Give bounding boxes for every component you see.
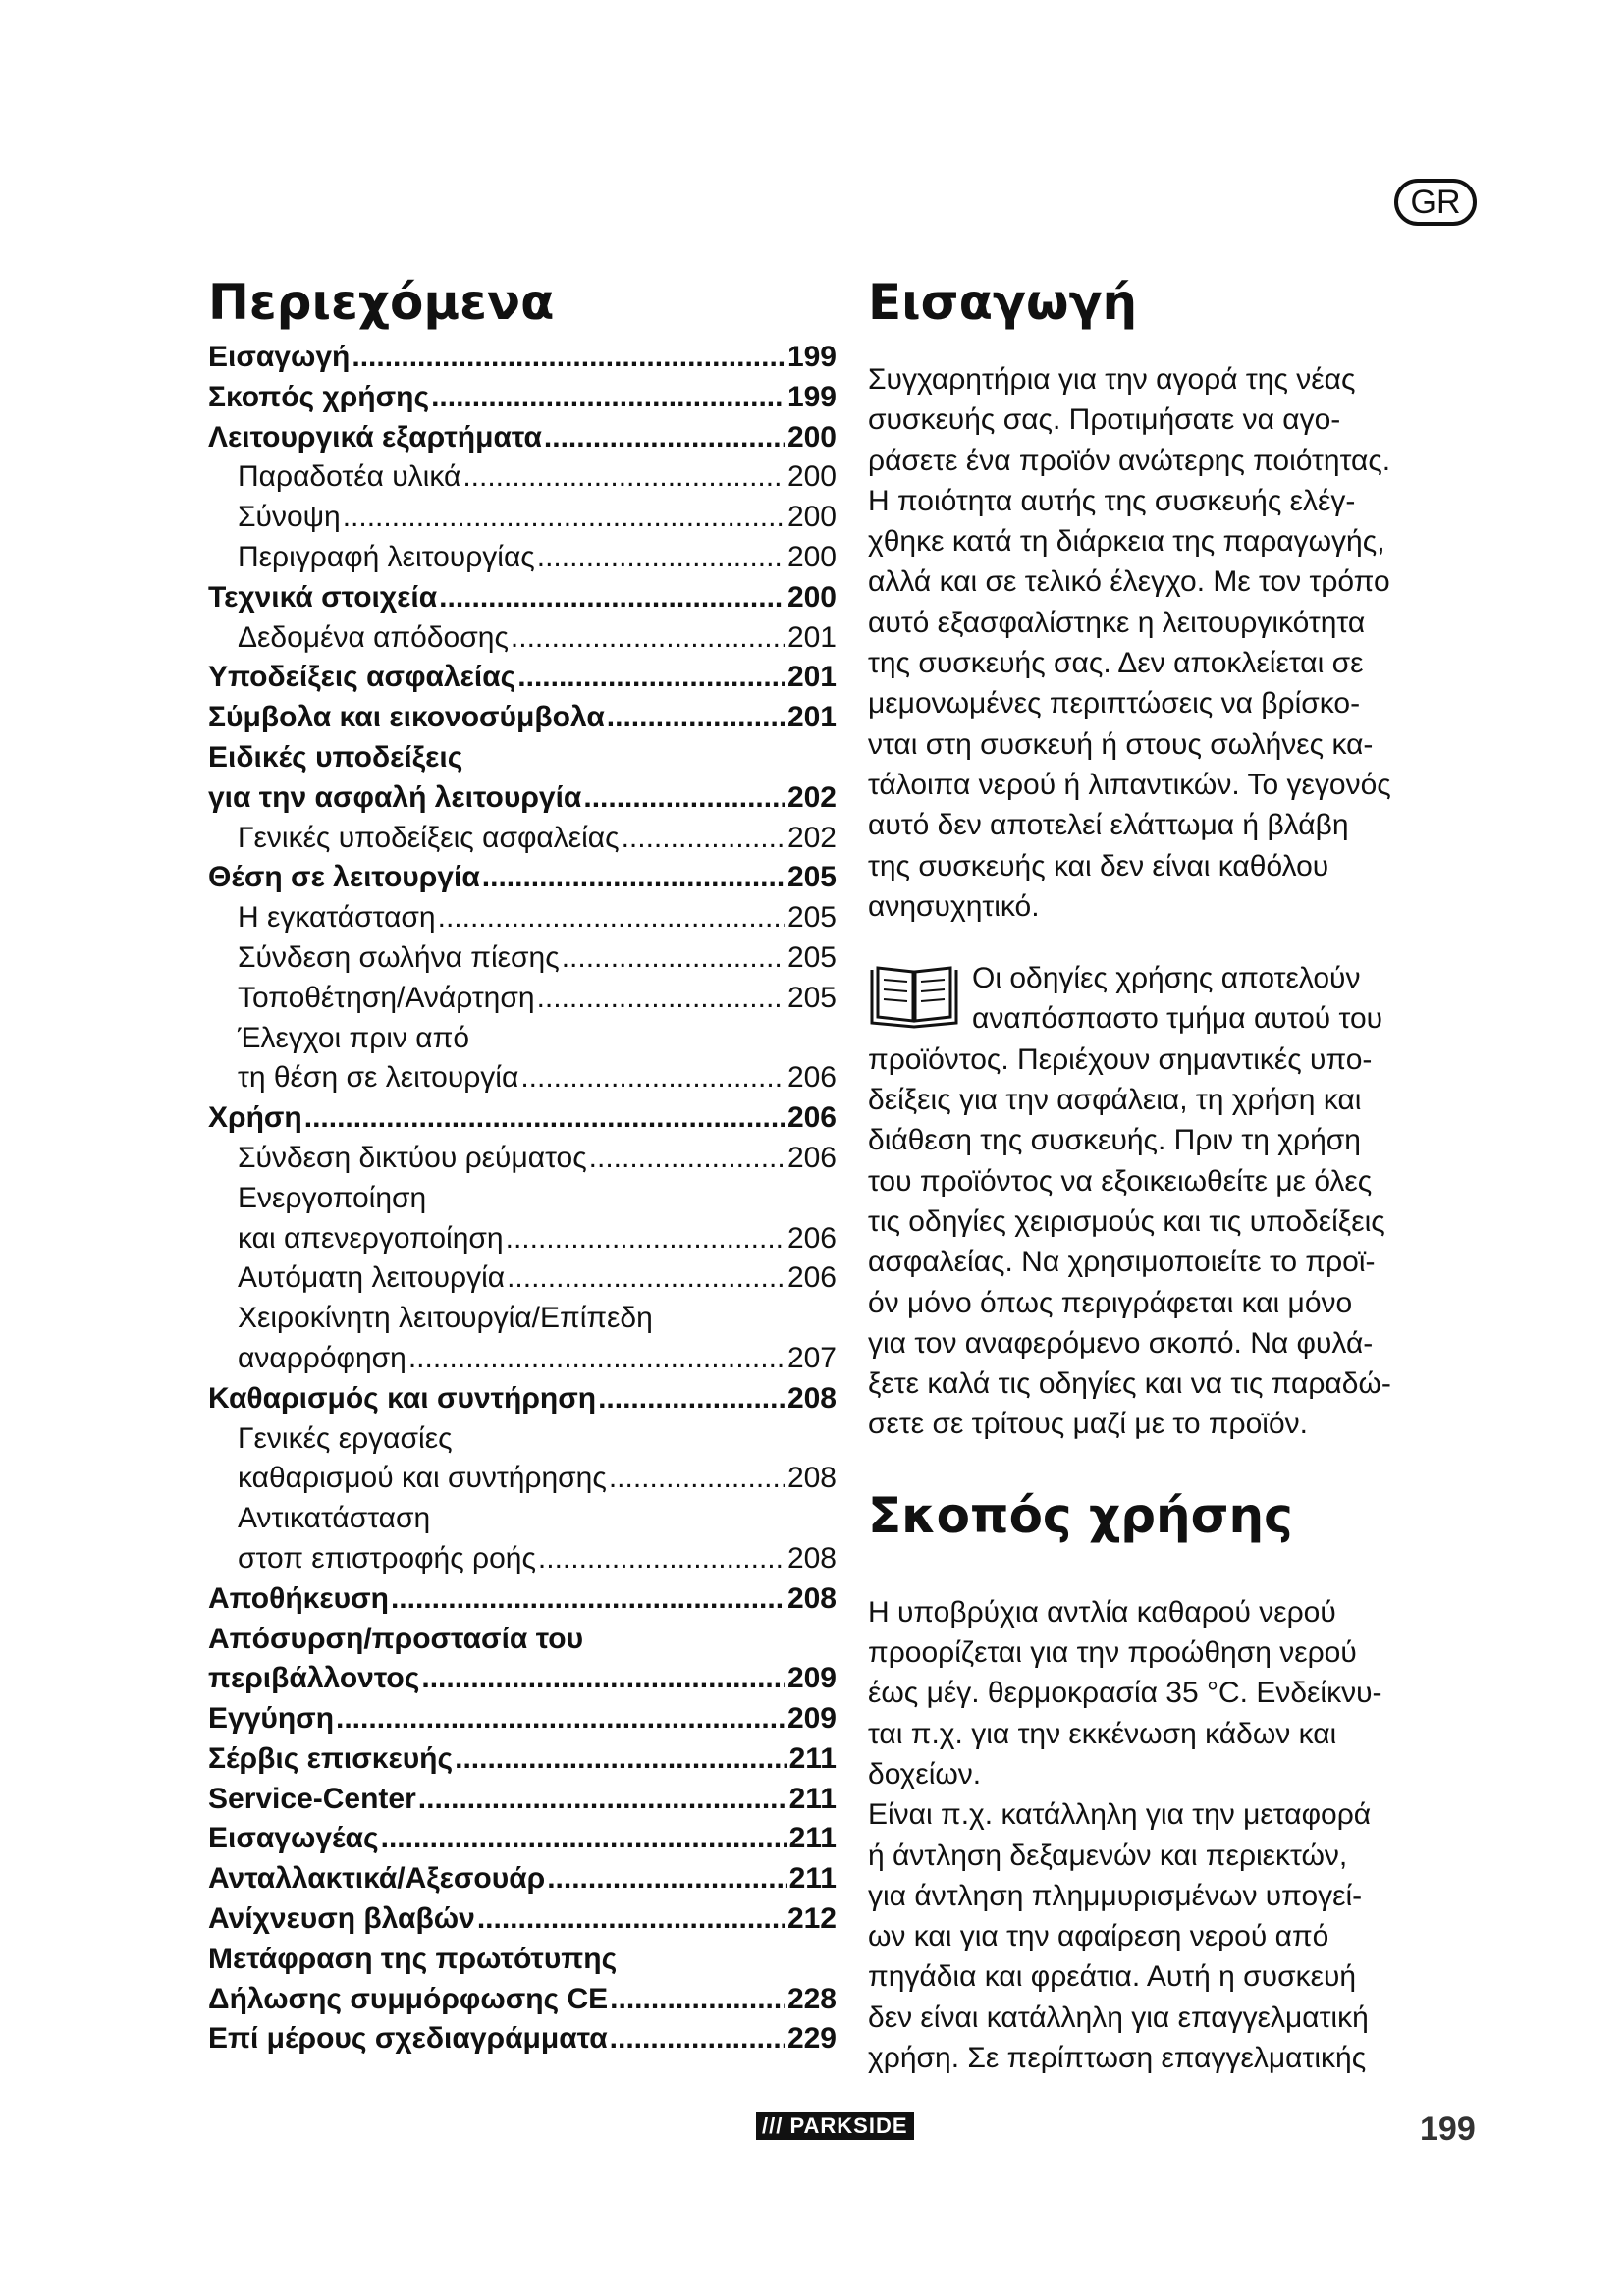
toc-entry	[208, 578, 837, 618]
toc-entry-label: Μετάφραση της πρωτότυπης	[208, 1942, 618, 1975]
toc-entry-page: 208	[786, 1462, 837, 1495]
toc-entry-label: Επί μέρους σχεδιαγράμματα	[208, 2022, 608, 2056]
toc-entry-label: Απόσυρση/προστασία του	[208, 1622, 584, 1655]
parkside-logo: /// PARKSIDE	[756, 2112, 914, 2140]
toc-entry	[208, 1980, 837, 2020]
toc-entry	[208, 1459, 837, 1499]
toc-leader-dots	[537, 538, 785, 578]
toc-entry-page: 206	[786, 1061, 837, 1095]
toc-entry	[208, 1699, 837, 1739]
text-line: ασφαλείας. Να χρησιμοποιείτε το προϊ-	[868, 1246, 1376, 1279]
toc-entry-label: Παραδοτέα υλικά	[238, 460, 461, 494]
toc-entry	[208, 1940, 837, 1980]
purpose-title: Σκοπός χρήσης	[868, 1486, 1293, 1544]
toc-entry-label: Χρήση	[208, 1101, 302, 1135]
text-line: διάθεση της συσκευής. Πριν τη χρήση	[868, 1124, 1361, 1157]
toc-leader-dots	[352, 338, 785, 378]
toc-entry-page: 200	[786, 501, 837, 534]
text-line: νται στη συσκευή ή στους σωλήνες κα-	[868, 727, 1374, 761]
toc-entry-page: 206	[786, 1261, 837, 1295]
toc-entry	[208, 819, 837, 859]
toc-entry-label: Δήλωσης συμμόρφωσης CE	[208, 1982, 609, 2015]
toc-leader-dots	[511, 618, 785, 659]
text-line: αναπόσπαστο τμήμα αυτού του	[972, 1002, 1383, 1036]
toc-entry	[208, 1179, 837, 1219]
text-line: όν μόνο όπως περιγράφεται και μόνο	[868, 1286, 1353, 1319]
toc-entry	[208, 1659, 837, 1699]
table-of-contents	[208, 273, 837, 2059]
text-line: για άντληση πλημμυρισμένων υπογεί-	[868, 1879, 1363, 1912]
toc-leader-dots	[391, 1579, 785, 1620]
toc-entry-page: 205	[786, 940, 837, 974]
toc-entry	[208, 1539, 837, 1579]
text-line: προορίζεται για την προώθηση νερού	[868, 1636, 1357, 1670]
toc-leader-dots	[455, 1739, 786, 1780]
toc-leader-dots	[482, 858, 785, 898]
toc-leader-dots	[610, 2019, 785, 2059]
toc-entry-label: Υποδείξεις ασφαλείας	[208, 661, 516, 694]
text-line: ων και για την αφαίρεση νερού από	[868, 1920, 1329, 1953]
toc-entry-label: τη θέση σε λειτουργία	[238, 1061, 519, 1095]
toc-leader-dots	[607, 698, 785, 738]
intro-paragraph	[868, 359, 1496, 927]
toc-entry-page: 200	[786, 580, 837, 614]
toc-entry	[208, 418, 837, 458]
text-line: Η υποβρύχια αντλία καθαρού νερού	[868, 1595, 1336, 1629]
toc-entry	[208, 378, 837, 418]
toc-entry-page: 229	[786, 2022, 837, 2056]
manual-note	[868, 958, 1496, 1445]
toc-leader-dots	[622, 819, 785, 859]
toc-list	[208, 338, 837, 2059]
toc-entry-label: Περιγραφή λειτουργίας	[238, 540, 535, 573]
toc-entry	[208, 938, 837, 979]
toc-entry-label: Τεχνικά στοιχεία	[208, 580, 438, 614]
toc-entry	[208, 618, 837, 659]
toc-entry-label: Αποθήκευση	[208, 1581, 389, 1615]
toc-entry-page: 199	[786, 341, 837, 373]
text-line: της συσκευής σας. Δεν αποκλείεται σε	[868, 647, 1364, 680]
toc-leader-dots	[583, 778, 785, 819]
text-line: τις οδηγίες χειρισμούς και τις υποδείξεις	[868, 1204, 1385, 1238]
toc-leader-dots	[477, 1899, 785, 1940]
toc-entry-page: 211	[788, 1782, 837, 1815]
toc-entry-label: Ανταλλακτικά/Αξεσουάρ	[208, 1862, 546, 1896]
toc-leader-dots	[562, 938, 785, 979]
toc-entry-page: 201	[786, 661, 837, 694]
toc-entry	[208, 1620, 837, 1660]
toc-leader-dots	[538, 1539, 785, 1579]
toc-entry-label: Service-Center	[208, 1782, 416, 1815]
toc-entry-label: Δεδομένα απόδοσης	[238, 620, 509, 654]
toc-entry-page: 209	[786, 1702, 837, 1735]
toc-leader-dots	[537, 979, 785, 1019]
text-line: δείξεις για την ασφάλεια, τη χρήση και	[868, 1084, 1362, 1117]
toc-entry-page: 208	[786, 1381, 837, 1415]
toc-entry-label: Ειδικές υποδείξεις	[208, 740, 463, 774]
toc-entry	[208, 1419, 837, 1460]
toc-leader-dots	[438, 898, 785, 938]
toc-leader-dots	[506, 1219, 785, 1259]
toc-leader-dots	[418, 1780, 787, 1820]
page-number: 199	[1420, 2110, 1476, 2148]
toc-entry-page: 205	[786, 901, 837, 934]
text-line: συσκευής σας. Προτιμήσατε να αγο-	[868, 403, 1341, 437]
toc-entry-label: Καθαρισμός και συντήρηση	[208, 1381, 597, 1415]
toc-entry-label: Αντικατάσταση	[238, 1502, 431, 1535]
toc-entry-page: 206	[786, 1101, 837, 1135]
note-text	[868, 958, 1496, 1445]
text-line: δοχείων.	[868, 1757, 982, 1790]
toc-entry-label: Σκοπός χρήσης	[208, 380, 430, 413]
text-line: για τον αναφερόμενο σκοπό. Να φυλά-	[868, 1326, 1374, 1360]
toc-entry	[208, 338, 837, 378]
toc-entry	[208, 698, 837, 738]
toc-leader-dots	[544, 418, 785, 458]
book-icon	[868, 962, 960, 1031]
toc-leader-dots	[589, 1139, 785, 1179]
toc-entry-label: στοπ επιστροφής ροής	[238, 1541, 536, 1575]
toc-leader-dots	[517, 658, 785, 698]
toc-entry-label: Σύμβολα και εικονοσύμβολα	[208, 701, 605, 734]
toc-entry	[208, 1579, 837, 1620]
toc-entry	[208, 457, 837, 498]
toc-leader-dots	[610, 1980, 785, 2020]
toc-entry	[208, 1058, 837, 1098]
toc-entry	[208, 1299, 837, 1339]
text-line: χρήση. Σε περίπτωση επαγγελματικής	[868, 2041, 1367, 2074]
toc-entry	[208, 1139, 837, 1179]
toc-entry-label: Σέρβις επισκευής	[208, 1741, 454, 1775]
toc-entry	[208, 2019, 837, 2059]
toc-entry	[208, 1780, 837, 1820]
toc-entry	[208, 1019, 837, 1059]
toc-entry	[208, 1499, 837, 1539]
toc-entry-page: 208	[786, 1541, 837, 1575]
text-line: ται π.χ. για την εκκένωση κάδων και	[868, 1717, 1337, 1750]
text-line: αλλά και σε τελικό έλεγχο. Με τον τρόπο	[868, 565, 1390, 599]
toc-entry-label: Έλεγχοι πριν από	[238, 1021, 470, 1054]
toc-entry-page: 201	[786, 701, 837, 734]
toc-entry-label: Τοποθέτηση/Ανάρτηση	[238, 981, 535, 1014]
toc-entry-label: Η εγκατάσταση	[238, 901, 436, 934]
toc-entry-label: Σύνοψη	[238, 501, 341, 534]
toc-entry	[208, 1859, 837, 1899]
toc-entry-label: Εισαγωγή	[208, 341, 351, 373]
toc-entry-label: περιβάλλοντος	[208, 1662, 420, 1695]
text-line: της συσκευής και δεν είναι καθόλου	[868, 849, 1329, 882]
text-line: ράσετε ένα προϊόν ανώτερης ποιότητας.	[868, 444, 1391, 477]
main-content	[868, 273, 1496, 2078]
toc-entry-label: Εγγύηση	[208, 1702, 335, 1735]
text-line: Η ποιότητα αυτής της συσκευής ελέγ-	[868, 484, 1356, 517]
toc-leader-dots	[381, 1819, 787, 1859]
toc-entry	[208, 1899, 837, 1940]
toc-leader-dots	[408, 1339, 785, 1379]
toc-leader-dots	[609, 1459, 785, 1499]
toc-entry-label: Εισαγωγέας	[208, 1822, 379, 1855]
text-line: ξετε καλά τις οδηγίες και να τις παραδώ-	[868, 1367, 1391, 1401]
toc-entry-label: Ενεργοποίηση	[238, 1181, 427, 1214]
toc-leader-dots	[462, 457, 785, 498]
toc-entry-label: Σύνδεση σωλήνα πίεσης	[238, 940, 560, 974]
toc-entry-label: Γενικές εργασίες	[238, 1421, 453, 1455]
toc-leader-dots	[507, 1258, 785, 1299]
toc-entry	[208, 1258, 837, 1299]
toc-entry-label: και απενεργοποίηση	[238, 1221, 504, 1255]
text-line: χθηκε κατά τη διάρκεια της παραγωγής,	[868, 525, 1385, 559]
toc-entry-label: Γενικές υποδείξεις ασφαλείας	[238, 821, 620, 854]
toc-entry-page: 211	[788, 1822, 837, 1855]
toc-entry-label: Χειροκίνητη λειτουργία/Επίπεδη	[238, 1302, 653, 1335]
toc-entry	[208, 858, 837, 898]
text-line: Είναι π.χ. κατάλληλη για την μεταφορά	[868, 1798, 1372, 1832]
purpose-paragraph	[868, 1592, 1496, 2079]
toc-leader-dots	[547, 1859, 786, 1899]
toc-entry-page: 199	[786, 380, 837, 413]
language-badge: GR	[1394, 179, 1477, 226]
toc-leader-dots	[431, 378, 785, 418]
text-line: μεμονωμένες περιπτώσεις να βρίσκο-	[868, 687, 1361, 721]
toc-entry-label: Λειτουργικά εξαρτήματα	[208, 420, 542, 454]
toc-entry-page: 200	[786, 460, 837, 494]
toc-entry-page: 211	[788, 1741, 837, 1775]
toc-entry-page: 205	[786, 981, 837, 1014]
toc-entry-label: Ανίχνευση βλαβών	[208, 1902, 475, 1936]
toc-entry	[208, 738, 837, 778]
toc-leader-dots	[439, 578, 785, 618]
text-line: προϊόντος. Περιέχουν σημαντικές υπο-	[868, 1042, 1373, 1076]
toc-entry-label: καθαρισμού και συντήρησης	[238, 1462, 607, 1495]
toc-leader-dots	[520, 1058, 785, 1098]
toc-entry	[208, 1379, 837, 1419]
toc-entry	[208, 658, 837, 698]
toc-title: Περιεχόμενα	[208, 274, 555, 331]
toc-entry-page: 228	[786, 1982, 837, 2015]
text-line: Συγχαρητήρια για την αγορά της νέας	[868, 363, 1356, 396]
toc-entry-page: 206	[786, 1221, 837, 1255]
text-line: έως μέγ. θερμοκρασία 35 °C. Ενδείκνυ-	[868, 1677, 1382, 1710]
intro-title: Εισαγωγή	[868, 274, 1138, 331]
toc-entry-page: 212	[786, 1902, 837, 1936]
toc-leader-dots	[421, 1659, 785, 1699]
toc-entry	[208, 1339, 837, 1379]
text-line: αυτό εξασφαλίστηκε η λειτουργικότητα	[868, 606, 1366, 639]
toc-leader-dots	[598, 1379, 785, 1419]
text-line: δεν είναι κατάλληλη για επαγγελματική	[868, 2001, 1369, 2034]
toc-entry	[208, 1739, 837, 1780]
toc-entry-page: 200	[786, 420, 837, 454]
toc-entry	[208, 979, 837, 1019]
toc-entry-label: Αυτόματη λειτουργία	[238, 1261, 506, 1295]
toc-entry-label: για την ασφαλή λειτουργία	[208, 780, 582, 814]
toc-entry-page: 201	[786, 620, 837, 654]
toc-entry-page: 200	[786, 540, 837, 573]
toc-entry-page: 207	[786, 1341, 837, 1374]
toc-entry-page: 202	[786, 821, 837, 854]
toc-entry	[208, 898, 837, 938]
text-line: σετε σε τρίτους μαζί με το προϊόν.	[868, 1408, 1308, 1441]
text-line: αυτό δεν αποτελεί ελάττωμα ή βλάβη	[868, 809, 1349, 842]
toc-entry-page: 211	[788, 1862, 837, 1896]
toc-leader-dots	[336, 1699, 785, 1739]
toc-entry-page: 209	[786, 1662, 837, 1695]
toc-entry-label: Σύνδεση δικτύου ρεύματος	[238, 1141, 587, 1174]
toc-entry	[208, 1219, 837, 1259]
toc-entry-page: 208	[786, 1581, 837, 1615]
toc-leader-dots	[304, 1098, 785, 1139]
toc-entry	[208, 498, 837, 538]
text-line: του προϊόντος να εξοικειωθείτε με όλες	[868, 1164, 1373, 1198]
toc-entry	[208, 538, 837, 578]
text-line: τάλοιπα νερού ή λιπαντικών. Το γεγονός	[868, 768, 1391, 801]
text-line: ανησυχητικό.	[868, 889, 1040, 923]
toc-entry-page: 206	[786, 1141, 837, 1174]
toc-entry	[208, 1819, 837, 1859]
text-line: Οι οδηγίες χρήσης αποτελούν	[972, 962, 1361, 995]
text-line: πηγάδια και φρεάτια. Αυτή η συσκευή	[868, 1960, 1357, 1994]
toc-entry-label: αναρρόφηση	[238, 1341, 406, 1374]
toc-leader-dots	[343, 498, 785, 538]
toc-entry-page: 205	[786, 861, 837, 894]
text-line: ή άντληση δεξαμενών και περιεκτών,	[868, 1839, 1348, 1872]
toc-entry	[208, 778, 837, 819]
toc-entry-label: Θέση σε λειτουργία	[208, 861, 480, 894]
toc-entry	[208, 1098, 837, 1139]
toc-entry-page: 202	[786, 780, 837, 814]
